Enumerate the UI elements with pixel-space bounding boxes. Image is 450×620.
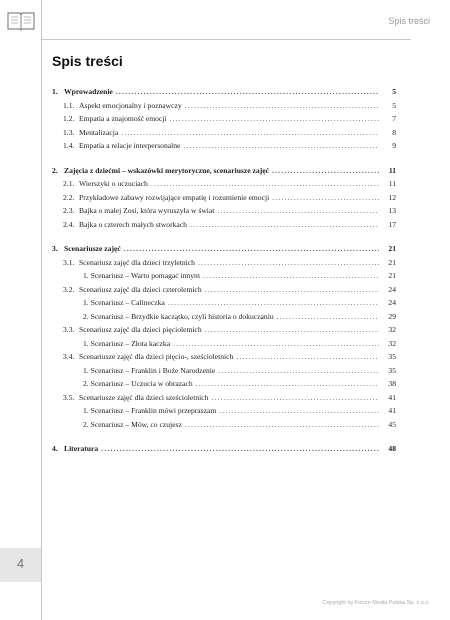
toc-leader-dots: [277, 312, 379, 321]
toc-entry-page: 35: [388, 352, 396, 361]
toc-entry-number: 3.1.: [63, 257, 75, 267]
toc-entry[interactable]: [52, 87, 396, 101]
toc-entry[interactable]: [52, 352, 396, 366]
toc-entry-number: 3.: [52, 244, 58, 253]
toc-leader-dots: [272, 193, 379, 202]
toc-entry-page: 5: [392, 87, 396, 96]
toc-entry-title: Scenariusz zajęć dla dzieci trzyletnich: [79, 257, 195, 267]
toc-entry[interactable]: [52, 193, 396, 207]
toc-entry-number: 2.2.: [63, 192, 75, 202]
toc-entry[interactable]: [52, 101, 396, 115]
toc-leader-dots: [185, 101, 379, 110]
toc-entry-page: 21: [388, 271, 396, 280]
toc-entry-number: 1.1.: [63, 100, 75, 110]
toc-entry-number: 2.1.: [63, 179, 75, 188]
toc-entry-title: Wprowadzenie: [64, 87, 113, 96]
toc-entry-title: Literatura: [64, 444, 99, 453]
toc-leader-dots: [183, 141, 379, 150]
toc-entry-page: 21: [388, 244, 396, 253]
toc-entry[interactable]: [52, 406, 396, 420]
running-header: Spis treści: [388, 16, 430, 26]
toc-entry-page: 7: [392, 114, 396, 123]
toc-entry-number: 3.5.: [63, 392, 75, 402]
toc-entry-number: 3.4.: [63, 352, 75, 361]
toc-leader-dots: [203, 271, 379, 280]
page-number: 4: [16, 556, 25, 571]
toc-entry-number: 3.2.: [63, 284, 75, 294]
toc-entry-title: Scenariusz zajęć dla dzieci czteroletnich: [79, 284, 202, 294]
toc-entry-page: 24: [388, 298, 396, 307]
toc-entry-page: 41: [388, 406, 396, 415]
toc-entry[interactable]: [52, 271, 396, 285]
toc-entry-title: 1. Scenariusz – Złota kaczka: [83, 338, 171, 348]
toc-leader-dots: [218, 366, 379, 375]
header-rule: [41, 39, 411, 40]
toc-leader-dots: [272, 166, 379, 175]
toc-entry[interactable]: [52, 339, 396, 353]
toc-leader-dots: [196, 379, 379, 388]
toc-leader-dots: [190, 220, 379, 229]
toc-entry-page: 35: [388, 365, 396, 375]
toc-entry-title: Scenariusze zajęć: [64, 244, 121, 253]
toc-entry-title: 2. Scenariusz – Uczucia w obrazach: [83, 379, 193, 388]
toc-entry-page: 45: [388, 419, 396, 429]
toc-entry-page: 11: [388, 179, 396, 188]
toc-entry-title: Bajka o małej Zosi, która wyruszyła w świat: [79, 206, 215, 215]
book-icon: [6, 10, 36, 32]
toc-entry-page: 24: [388, 284, 396, 294]
toc-entry-title: Empatia a znajomość emocji: [79, 114, 167, 123]
toc-entry-page: 38: [388, 379, 396, 388]
toc-entry-page: 32: [388, 338, 396, 348]
toc-entry-title: 2. Scenariusz – Mów, co czujesz: [83, 419, 182, 429]
toc-entry-page: 32: [388, 325, 396, 334]
toc-entry-title: 1. Scenariusz – Franklin i Boże Narodzenie: [83, 365, 216, 375]
toc-entry[interactable]: [52, 114, 396, 128]
toc-entry-page: 17: [388, 219, 396, 229]
toc-leader-dots: [217, 206, 379, 215]
toc-entry-number: 1.3.: [63, 127, 75, 137]
toc-entry-title: Mentalizacja: [79, 127, 119, 137]
toc-leader-dots: [219, 406, 379, 415]
toc-leader-dots: [170, 114, 379, 123]
toc-entry[interactable]: [52, 141, 396, 155]
toc-leader-dots: [173, 339, 379, 348]
toc-leader-dots: [101, 444, 379, 453]
copyright-notice: Copyright by Forum Media Polska Sp. z o.o.: [322, 600, 430, 606]
toc-leader-dots: [211, 393, 379, 402]
toc-entry-title: Scenariusz zajęć dla dzieci pięcioletnich: [79, 325, 202, 334]
toc-entry-number: 2.: [52, 165, 58, 175]
toc-entry[interactable]: [52, 393, 396, 407]
toc-entry-title: Bajka o czterech małych stworkach: [79, 219, 187, 229]
toc-entry-title: Scenariusze zajęć dla dzieci pięcio-, sześcioletnich: [79, 352, 234, 361]
toc-entry[interactable]: [52, 420, 396, 434]
toc-entry[interactable]: [52, 220, 396, 234]
toc-entry-page: 29: [388, 311, 396, 321]
toc-entry[interactable]: [52, 206, 396, 220]
toc-entry-number: 1.4.: [63, 141, 75, 150]
toc-leader-dots: [205, 285, 379, 294]
toc-entry-title: Przykładowe zabawy rozwijające empatię i rozumienie emocji: [79, 192, 270, 202]
toc-entry-page: 21: [388, 257, 396, 267]
toc-entry-page: 13: [388, 206, 396, 215]
toc-leader-dots: [124, 244, 379, 253]
toc-entry-number: 1.: [52, 87, 58, 96]
toc-entry-title: 1. Scenariusz – Franklin mówi przepraszam: [83, 406, 217, 415]
toc-entry-number: 3.3.: [63, 325, 75, 334]
toc-entry-page: 41: [388, 392, 396, 402]
toc-leader-dots: [116, 87, 379, 96]
toc-entry[interactable]: [52, 325, 396, 339]
toc-entry[interactable]: [52, 128, 396, 142]
toc-entry-title: Empatia a relacje interpersonalne: [79, 141, 181, 150]
page-title: Spis treści: [52, 53, 123, 69]
toc-leader-dots: [198, 258, 379, 267]
toc-entry[interactable]: [52, 366, 396, 380]
toc-entry-page: 5: [392, 100, 396, 110]
toc-entry-number: 1.2.: [63, 114, 75, 123]
toc-entry-number: 2.3.: [63, 206, 75, 215]
toc-entry[interactable]: [52, 258, 396, 272]
toc-entry[interactable]: [52, 444, 396, 458]
toc-entry-page: 9: [392, 141, 396, 150]
toc-entry[interactable]: [52, 312, 396, 326]
table-of-contents: [52, 87, 396, 458]
toc-entry-page: 12: [388, 192, 396, 202]
toc-entry-title: 1. Scenariusz – Calineczka: [83, 298, 165, 307]
toc-entry[interactable]: [52, 298, 396, 312]
toc-entry-title: 2. Scenariusz – Brzydkie kaczątko, czyli historia o dokuczaniu: [83, 311, 274, 321]
toc-entry-number: 4.: [52, 444, 58, 453]
toc-entry-title: Aspekt emocjonalny i poznawczy: [79, 100, 182, 110]
toc-entry[interactable]: [52, 166, 396, 180]
toc-entry-title: Scenariusze zajęć dla dzieci sześcioletnich: [79, 392, 209, 402]
toc-entry-page: 8: [392, 127, 396, 137]
toc-entry-title: 1. Scenariusz – Warto pomagać innym: [83, 271, 200, 280]
toc-leader-dots: [236, 352, 379, 361]
margin-rule: [41, 0, 42, 620]
toc-entry-page: 11: [388, 165, 396, 175]
toc-entry-title: Wierszyki o uczuciach: [79, 179, 148, 188]
toc-leader-dots: [205, 325, 379, 334]
toc-entry[interactable]: [52, 244, 396, 258]
toc-leader-dots: [185, 420, 379, 429]
toc-entry-number: 2.4.: [63, 219, 75, 229]
toc-entry-title: Zajęcia z dziećmi – wskazówki merytoryczne, scenariusze zajęć: [64, 165, 269, 175]
toc-entry-page: 48: [388, 444, 396, 453]
toc-entry[interactable]: [52, 285, 396, 299]
toc-leader-dots: [121, 128, 379, 137]
toc-entry[interactable]: [52, 179, 396, 193]
toc-entry[interactable]: [52, 379, 396, 393]
toc-leader-dots: [168, 298, 379, 307]
toc-leader-dots: [151, 179, 379, 188]
